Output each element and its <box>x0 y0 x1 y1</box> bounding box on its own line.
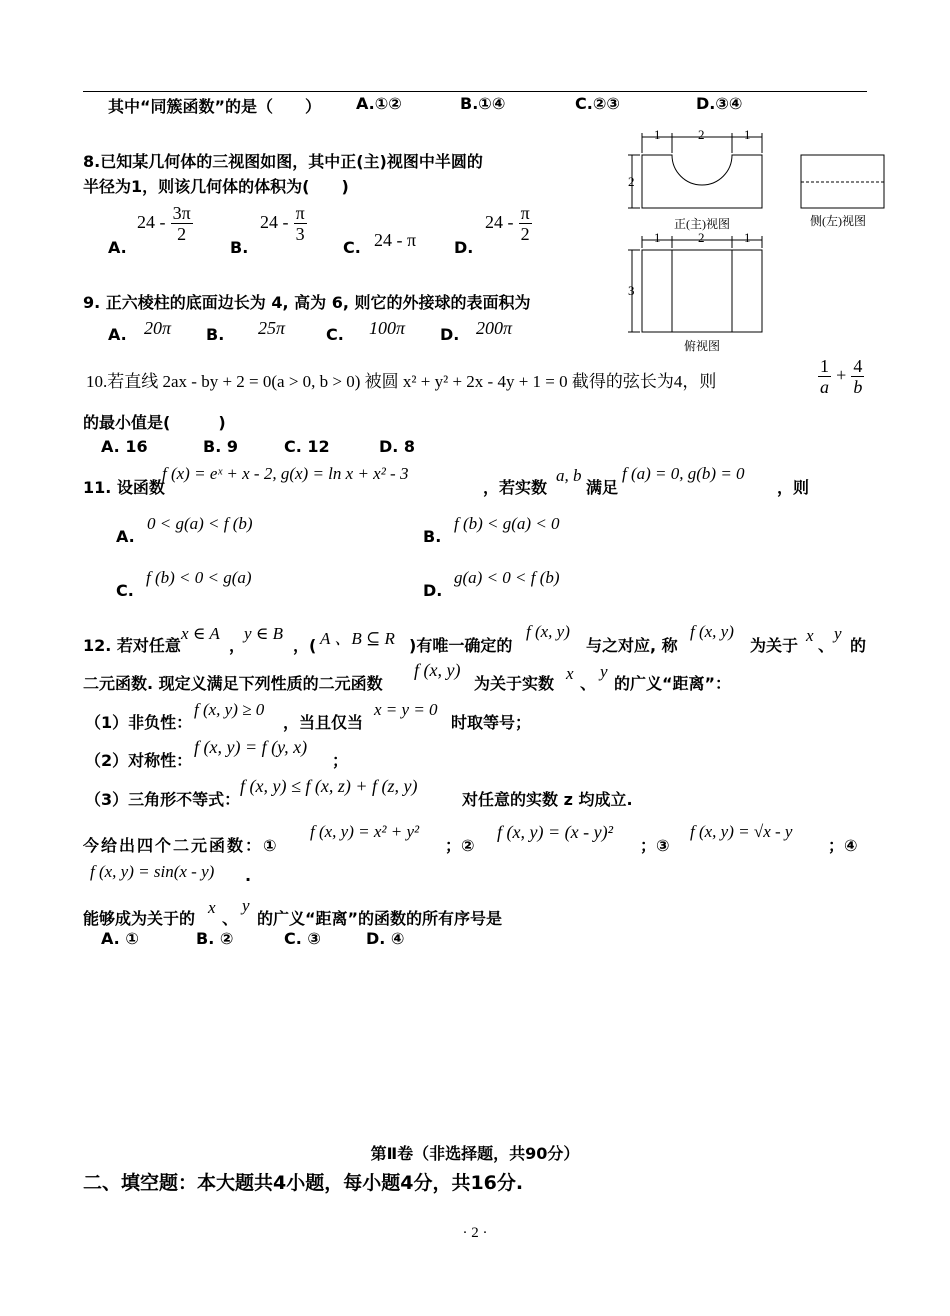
q11-mid2: 满足 <box>586 478 619 497</box>
q7-option-a: A.①② <box>356 94 402 113</box>
q10-option-b: B. 9 <box>203 437 238 456</box>
q7-option-d: D.③④ <box>696 94 743 113</box>
q7-option-c: C.②③ <box>575 94 620 113</box>
q9-option-d: 200π <box>476 318 513 338</box>
q10-plus: + <box>836 365 847 385</box>
q12-option-c: C. ③ <box>284 929 321 948</box>
q8-option-d <box>485 203 532 244</box>
q8-label-d: D. <box>454 238 474 257</box>
q12-l1-g: 的 <box>850 636 867 655</box>
q12-ask-x: x <box>208 898 216 917</box>
q12-given-b: ；② <box>445 836 475 855</box>
q12-l1-comma: ， <box>229 636 246 655</box>
q12-l1-xv: x <box>806 626 814 645</box>
q12-l1-e: 为关于 <box>750 636 799 655</box>
q12-ask-y: y <box>242 896 250 915</box>
q12-given-c: ；③ <box>640 836 670 855</box>
q12-p2-a: （2）对称性： <box>85 751 193 770</box>
q9-option-b: 25π <box>258 318 286 338</box>
q12-given-1: f (x, y) = x² + y² <box>310 822 420 841</box>
q12-l2-x: x <box>566 664 574 683</box>
q8-stem-line1: 8.已知某几何体的三视图如图，其中正(主)视图中半圆的 <box>83 152 483 171</box>
q11-label-c: C. <box>116 581 134 600</box>
q8-a-den: 2 <box>177 224 187 244</box>
q8-label-b: B. <box>230 238 249 257</box>
q12-l2-a: 二元函数. 现定义满足下列性质的二元函数 <box>83 674 383 693</box>
q12-l1-x: x ∈ A <box>181 624 220 643</box>
q9-option-a: 20π <box>144 318 172 338</box>
q10-frac1-den: a <box>820 377 829 397</box>
q12-p3-b: 对任意的实数 z 均成立. <box>462 790 633 809</box>
section2-title: 第Ⅱ卷（非选择题，共90分） <box>370 1144 580 1163</box>
q12-l2-y: y <box>600 662 608 681</box>
q12-l1-d: 与之对应, 称 <box>586 636 678 655</box>
front-dim-1-right: 1 <box>744 127 751 142</box>
q8-a-frac <box>171 203 193 244</box>
q9-label-a: A. <box>108 325 127 344</box>
front-dim-2: 2 <box>698 127 705 142</box>
q11-prefix: 11. 设函数 <box>83 478 165 497</box>
top-rule <box>83 91 867 92</box>
top-view-shape <box>642 250 762 332</box>
q8-b-prefix: 24 - <box>260 212 289 232</box>
top-dim-1-right: 1 <box>744 230 751 245</box>
front-caption: 正(主)视图 <box>674 217 730 231</box>
q12-l2-sep: 、 <box>580 674 597 693</box>
q12-l1-sep: 、 <box>818 636 835 655</box>
q10-option-d: D. 8 <box>379 437 416 456</box>
q12-l1-ab: A 、B ⊆ R <box>320 629 395 648</box>
q8-option-a <box>137 203 193 244</box>
q12-l1-f: f (x, y) <box>526 622 570 641</box>
q8-d-num: π <box>520 203 530 223</box>
q11-option-c: f (b) < 0 < g(a) <box>146 568 252 587</box>
section2-heading: 二、填空题：本大题共4小题，每小题4分，共16分. <box>83 1172 524 1194</box>
q11-suffix: ，则 <box>777 478 810 497</box>
q10-option-a: A. 16 <box>101 437 148 456</box>
q12-p1-m: f (x, y) ≥ 0 <box>194 700 265 719</box>
q12-l1-c: )有唯一确定的 <box>409 636 513 655</box>
q8-option-c: 24 - π <box>374 230 417 250</box>
q11-option-b: f (b) < g(a) < 0 <box>454 514 560 533</box>
q7-stem: 其中“同簇函数”的是（ ） <box>108 97 322 116</box>
q11-mid: ，若实数 <box>483 478 548 497</box>
front-dim-height-2: 2 <box>628 174 635 189</box>
q10-frac2-num: 4 <box>853 356 863 376</box>
q12-p2-m: f (x, y) = f (y, x) <box>194 737 308 757</box>
q12-l2-b: 为关于实数 <box>474 674 555 693</box>
q8-label-c: C. <box>343 238 361 257</box>
side-caption: 侧(左)视图 <box>810 214 866 228</box>
front-view-shape <box>642 155 762 208</box>
q12-given-e: . <box>245 866 252 885</box>
top-dim-1-left: 1 <box>654 230 661 245</box>
q11-function: f (x) = eˣ + x - 2, g(x) = ln x + x² - 3 <box>162 464 409 483</box>
q12-option-b: B. ② <box>196 929 234 948</box>
q7-option-b: B.①④ <box>460 94 506 113</box>
q12-p2-b: ； <box>332 751 349 770</box>
page-number: · 2 · <box>462 1225 488 1241</box>
q12-given-d: ；④ <box>828 836 858 855</box>
q12-p3-m: f (x, y) ≤ f (x, z) + f (z, y) <box>240 776 418 796</box>
q10-expression <box>818 356 864 397</box>
q12-l1-a: 12. 若对任意 <box>83 636 181 655</box>
q8-b-den: 3 <box>295 224 305 244</box>
q10-tail: 的最小值是( ) <box>83 413 226 432</box>
q8-d-prefix: 24 - <box>485 212 514 232</box>
three-view-figure <box>620 125 890 360</box>
q11-vars: a, b <box>556 466 582 485</box>
q9-option-c: 100π <box>369 318 406 338</box>
q12-given-3: f (x, y) = √x - y <box>690 822 793 841</box>
q10-frac2-den: b <box>853 377 863 397</box>
q10-frac1-num: 1 <box>820 356 829 376</box>
q12-l1-yv: y <box>834 624 842 643</box>
q12-given-a: 今给出四个二元函数：① <box>83 836 279 855</box>
top-caption: 俯视图 <box>684 339 721 353</box>
q12-l1-y: y ∈ B <box>244 624 284 643</box>
q12-ask-sep: 、 <box>222 909 239 928</box>
q8-b-frac <box>294 203 307 244</box>
q9-label-d: D. <box>440 325 460 344</box>
q11-label-b: B. <box>423 527 442 546</box>
q9-label-c: C. <box>326 325 344 344</box>
q12-l2-f: f (x, y) <box>414 660 461 680</box>
q9-label-b: B. <box>206 325 225 344</box>
q12-given-2: f (x, y) = (x - y)² <box>497 822 613 842</box>
q12-p1-c: 时取等号； <box>451 713 532 732</box>
q12-option-a: A. ① <box>101 929 139 948</box>
q8-label-a: A. <box>108 238 127 257</box>
q8-stem-line2: 半径为1，则该几何体的体积为( ) <box>83 177 349 196</box>
q8-a-num: 3π <box>172 203 191 223</box>
q10-frac-2 <box>851 356 864 397</box>
q12-p1-m2: x = y = 0 <box>374 700 438 719</box>
q12-p3-a: （3）三角形不等式： <box>85 790 241 809</box>
q12-l1-b: ，( <box>293 636 317 655</box>
q12-l2-c: 的广义“距离”： <box>614 674 732 693</box>
q8-d-den: 2 <box>520 224 530 244</box>
q12-option-d: D. ④ <box>366 929 405 948</box>
q11-option-d: g(a) < 0 < f (b) <box>454 568 560 587</box>
top-dim-height-3: 3 <box>628 283 635 298</box>
front-dim-1-left: 1 <box>654 127 661 142</box>
q11-option-a: 0 < g(a) < f (b) <box>147 514 253 533</box>
q10-frac-1 <box>818 356 831 397</box>
q8-b-num: π <box>295 203 305 223</box>
q12-given-4: f (x, y) = sin(x - y) <box>90 862 215 881</box>
q10-option-c: C. 12 <box>284 437 330 456</box>
q8-d-frac <box>519 203 532 244</box>
q11-label-a: A. <box>116 527 135 546</box>
q12-l1-f2: f (x, y) <box>690 622 734 641</box>
q9-stem: 9. 正六棱柱的底面边长为 4, 高为 6, 则它的外接球的表面积为 <box>83 293 531 312</box>
q8-option-b <box>260 203 307 244</box>
q12-p1-a: （1）非负性： <box>85 713 193 732</box>
q12-p1-b: ，当且仅当 <box>283 713 364 732</box>
q10-stem: 10.若直线 2ax - by + 2 = 0(a > 0, b > 0) 被圆 x² + y² + 2x - 4y + 1 = 0 截得的弦长为4，则 <box>86 372 717 391</box>
top-dim-2: 2 <box>698 230 705 245</box>
q12-ask-a: 能够成为关于的 <box>83 909 196 928</box>
q11-label-d: D. <box>423 581 443 600</box>
q8-a-prefix: 24 - <box>137 212 166 232</box>
q12-ask-b: 的广义“距离”的函数的所有序号是 <box>257 909 503 928</box>
q11-condition: f (a) = 0, g(b) = 0 <box>622 464 745 483</box>
